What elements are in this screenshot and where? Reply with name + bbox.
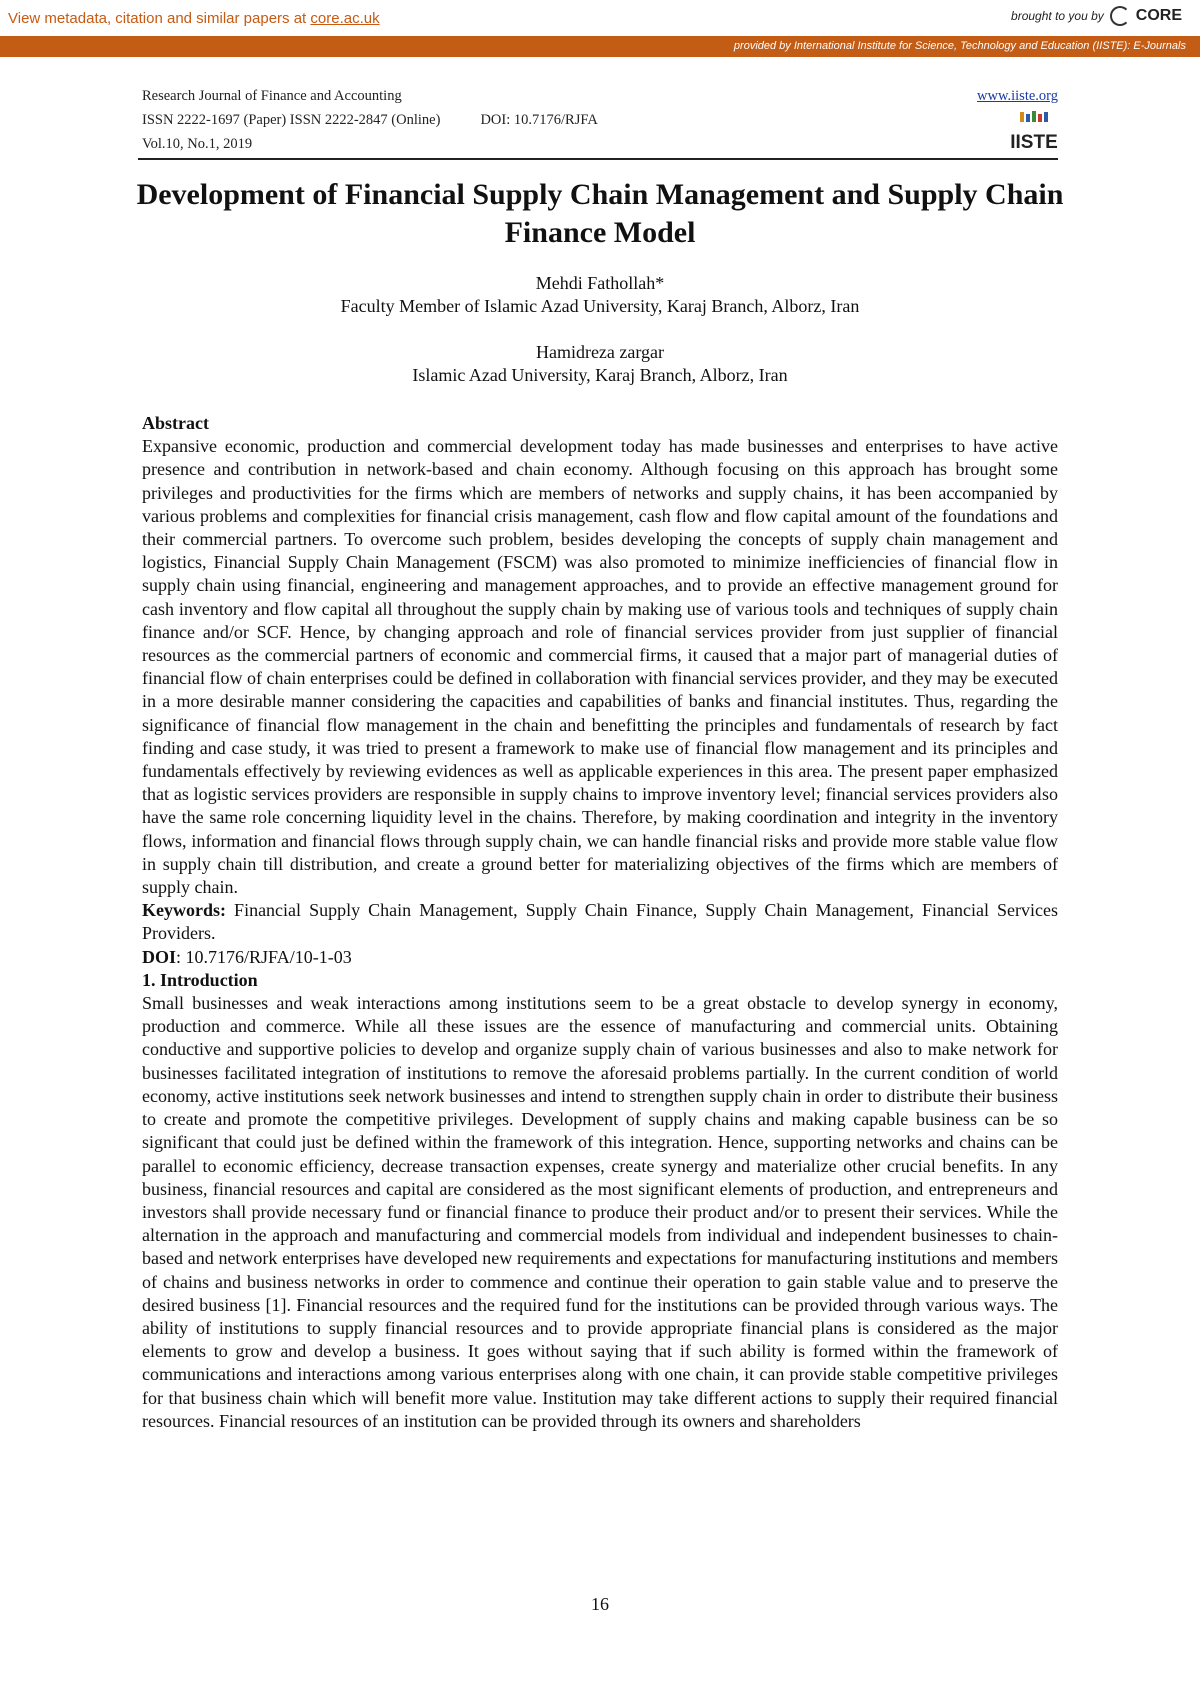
- author-block: [130, 272, 1070, 387]
- author-affiliation: Faculty Member of Islamic Azad University, Karaj Branch, Alborz, Iran: [340, 296, 860, 316]
- abstract-text: Expansive economic, production and commercial development today has made businesses and enterprises to have active presence and contribution in network-based and chain economy. Although focusing on this approach has brought some privileges and productivities for the firms which are members of networks and supply chains, it has been accompanied by various problems and complexities for financial crisis management, cash flow and flow capital amount of the foundations and their commercial partners. To overcome such problem, besides developing the concepts of supply chain management and logistics, Financial Supply Chain Management (FSCM) was also promoted to minimize inefficiencies of financial flow in supply chain using financial, engineering and management approaches, and to provide an effective management ground for cash inventory and flow capital all throughout the supply chain by making use of various tools and techniques of supply chain finance and/or SCF. Hence, by changing approach and role of financial services provider from just supplier of financial resources as the commercial partners of economic and commercial firms, it caused that a major part of managerial duties of financial flow of chain enterprises could be defined in collaboration with financial services provider, and they may be executed in a more desirable manner considering the capacities and capabilities of banks and financial institutes. Thus, regarding the significance of financial flow management in the chain and benefitting the principles and fundamentals of research by fact finding and case study, it was tried to present a framework to make use of financial flow management and its principles and fundamentals effectively by reviewing evidences as well as applicable experiences in this area. The present paper emphasized that as logistic services providers are responsible in supply chains to improve inventory level; financial services providers also have the same role concerning liquidity level in the chains. Therefore, by making coordination and integrity in the inventory flows, information and financial flows through supply chain, we can handle financial risks and provide more stable value flow in supply chain till distribution, and create a ground better for materializing objectives of the firms which are members of supply chain.: [142, 436, 1058, 898]
- core-link[interactable]: core.ac.uk: [310, 10, 380, 27]
- core-provider-bar: [0, 36, 1200, 57]
- journal-issn-line: [142, 108, 1058, 132]
- author-name: Mehdi Fathollah*: [535, 273, 665, 293]
- journal-name: Research Journal of Finance and Accounting: [142, 88, 402, 104]
- brought-by-text: brought to you by: [1011, 9, 1104, 23]
- core-metadata-notice: [8, 10, 380, 27]
- doi-line: [142, 946, 1058, 969]
- provider-text: provided by International Institute for Science, Technology and Education (IISTE): E-Journals: [733, 40, 1186, 52]
- abstract-heading: Abstract: [142, 413, 209, 433]
- intro-heading: 1. Introduction: [142, 969, 258, 990]
- keywords-text: Financial Supply Chain Management, Supply Chain Finance, Supply Chain Management, Financial Services Providers.: [142, 900, 1058, 944]
- journal-website-link[interactable]: www.iiste.org: [977, 88, 1058, 104]
- journal-volume: Vol.10, No.1, 2019: [142, 136, 253, 152]
- iiste-logo-text: IISTE: [1010, 132, 1058, 153]
- keywords-line: [142, 899, 1058, 945]
- page-number: 16: [591, 1594, 609, 1614]
- doi-value: : 10.7176/RJFA/10-1-03: [176, 946, 352, 967]
- doi-label: DOI: [142, 946, 177, 967]
- author-name: Hamidreza zargar: [535, 342, 665, 362]
- core-metadata-text: View metadata, citation and similar papers at: [8, 10, 311, 27]
- author-affiliation: Islamic Azad University, Karaj Branch, Alborz, Iran: [412, 365, 788, 385]
- core-logo-text: CORE: [1135, 7, 1182, 24]
- intro-text: Small businesses and weak interactions among institutions seem to be a great obstacle to develop synergy in economy, production and commerce. While all these issues are the essence of manufacturing and commercial units. Obtaining conductive and supportive policies to develop and organize supply chain of various businesses and also to make network for businesses facilitated integration of institutions to remove the aforesaid problems partially. In the current condition of world economy, active institutions seek network businesses and intend to strengthen supply chain in order to distribute their business to create and promote the competitive privileges. Development of supply chains and making capable business can be so significant that could just be defined within the framework of this integration. Hence, supporting networks and chains can be parallel to economic efficiency, decrease transaction expenses, create synergy and materialize other crucial benefits. In any business, financial resources and capital are considered as the most significant elements of production, and entrepreneurs and investors shall provide necessary fund or financial finance to produce their product and/or to present their services. While the alternation in the approach and manufacturing and commercial models from individual and independent businesses to chain-based and network enterprises have developed new requirements and expectations for manufacturing institutions and members of chains and business networks in order to commence and continue their operation to gain stable value and to preserve the desired business [1]. Financial resources and the required fund for the institutions can be provided through various ways. The ability of institutions to supply financial resources and to provide appropriate financial plans is considered as the major elements to grow and develop a business. It goes without saying that if such ability is formed within the framework of communications and interactions among various enterprises along with one chain, it can provide stable competitive privileges for that business chain which will benefit more value. Institution may take different actions to supply their required financial resources. Financial resources of an institution can be provided through its owners and shareholders: [142, 993, 1058, 1431]
- paper-title: Development of Financial Supply Chain Management and Supply Chain Finance Model: [136, 178, 1064, 249]
- core-branding: [1011, 6, 1182, 26]
- journal-issn: ISSN 2222-1697 (Paper) ISSN 2222-2847 (Online): [142, 112, 441, 128]
- journal-doi: DOI: 10.7176/RJFA: [480, 112, 598, 128]
- journal-header: [142, 84, 1058, 156]
- keywords-label: Keywords:: [142, 900, 226, 921]
- core-header: [0, 0, 1200, 36]
- iiste-logo-icon: [1010, 110, 1058, 154]
- header-divider: [138, 158, 1058, 160]
- paper-body: [142, 412, 1058, 1433]
- core-logo-icon: [1110, 6, 1130, 26]
